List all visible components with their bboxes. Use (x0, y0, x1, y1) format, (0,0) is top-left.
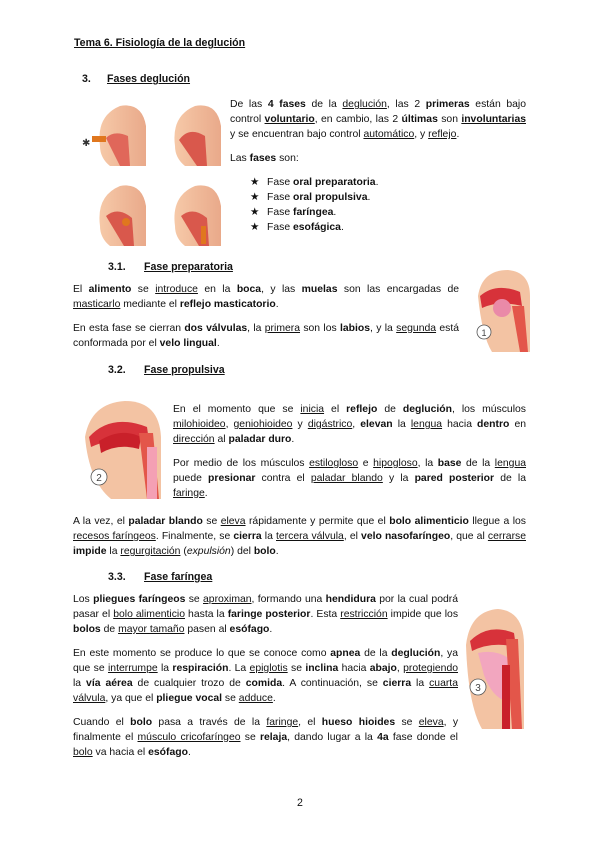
figure-1-oral-preparatory (468, 266, 532, 352)
s32-paragraph-1: En el momento que se inicia el reflejo de deglución, los músculos milohioideo, geniohioideo y digástrico, elevan la lengua hacia dentro en dirección al paladar duro. (173, 404, 527, 445)
star-icon: ★ (250, 177, 260, 188)
intro-block (230, 97, 526, 235)
figure-3-pharyngeal (462, 605, 526, 729)
star-icon: ★ (250, 192, 260, 203)
svg-text:✱: ✱ (82, 138, 91, 149)
star-icon: ★ (250, 222, 260, 233)
section-3-3-body (73, 592, 458, 760)
section-3-2-continuation (73, 514, 526, 559)
section-3-2-heading: 3.2. Fase propulsiva (108, 364, 225, 376)
section-3-1-heading: 3.1. Fase preparatoria (108, 261, 233, 273)
list-item: ★ Fase oral preparatoria. (250, 177, 379, 188)
section-3-heading (82, 73, 190, 85)
s31-paragraph-2: En esta fase se cierran dos válvulas, la primera son los labios, y la segunda está conformada por el velo lingual. (73, 323, 460, 349)
s32-paragraph-3: A la vez, el paladar blando se eleva rápidamente y permite que el bolo alimenticio llegue a los recesos faríngeos. Finalmente, se cierra la tercera válvula, el velo nasofaríngeo, que al cerrarse impide la regurgitación (expulsión) del bolo. (73, 516, 526, 557)
star-icon: ★ (250, 207, 260, 218)
page-number: 2 (297, 797, 303, 809)
s32-paragraph-2: Por medio de los músculos estilogloso e hipogloso, la base de la lengua puede presionar contra el paladar blando y la pared posterior de la faringe. (173, 458, 527, 499)
section-3-2-body (173, 402, 526, 501)
section-title: Fases deglución (107, 73, 191, 85)
head-profile-4 (174, 185, 221, 246)
s33-paragraph-1: Los pliegues faríngeos se aproximan, formando una hendidura por la cual podrá pasar el bolo alimenticio hasta la faringe posterior. Esta restricción impide que los bolos de mayor tamaño pasen al esófago. (73, 594, 459, 635)
figure-label: 2 (96, 473, 102, 484)
intro-paragraph-1: De las 4 fases de la deglución, las 2 primeras están bajo control voluntario, en cambio, las 2 últimas son involuntarias y se encuentran bajo control automático, y reflejo. (230, 99, 527, 140)
section-3-1-body (73, 282, 459, 351)
list-item: ★ Fase esofágica. (250, 222, 344, 233)
page-title: Tema 6. Fisiología de la deglución (74, 37, 246, 49)
figure-label: 3 (475, 683, 481, 694)
phases-list (250, 175, 526, 235)
list-item: ★ Fase faríngea. (250, 207, 337, 218)
section-number: 3. (82, 73, 91, 85)
head-profile-1 (82, 105, 146, 166)
s31-paragraph-1: El alimento se introduce en la boca, y las muelas son las encargadas de masticarlo mediante el reflejo masticatorio. (73, 284, 460, 310)
figure-2-oral-propulsive (81, 397, 163, 499)
section-3-3-heading: 3.3. Fase faríngea (108, 571, 213, 583)
figure-label: 1 (481, 328, 487, 338)
s33-paragraph-3: Cuando el bolo pasa a través de la faringe, el hueso hioides se eleva, y finalmente el músculo cricofaríngeo se relaja, dando lugar a la 4a fase donde el bolo va hacia el esófago. (73, 717, 459, 758)
swallowing-phases-illustration (80, 96, 225, 251)
head-profile-3 (99, 185, 146, 246)
s33-paragraph-2: En este momento se produce lo que se conoce como apnea de la deglución, ya que se interrumpe la respiración. La epiglotis se inclina hacia abajo, protegiendo la vía aérea de cualquier trozo de comida. A continuación, se cierra la cuarta válvula, ya que el pliegue vocal se adduce. (73, 648, 458, 704)
intro-paragraph-2: Las fases son: (230, 153, 299, 164)
list-item: ★ Fase oral propulsiva. (250, 192, 371, 203)
head-profile-2 (174, 105, 221, 166)
